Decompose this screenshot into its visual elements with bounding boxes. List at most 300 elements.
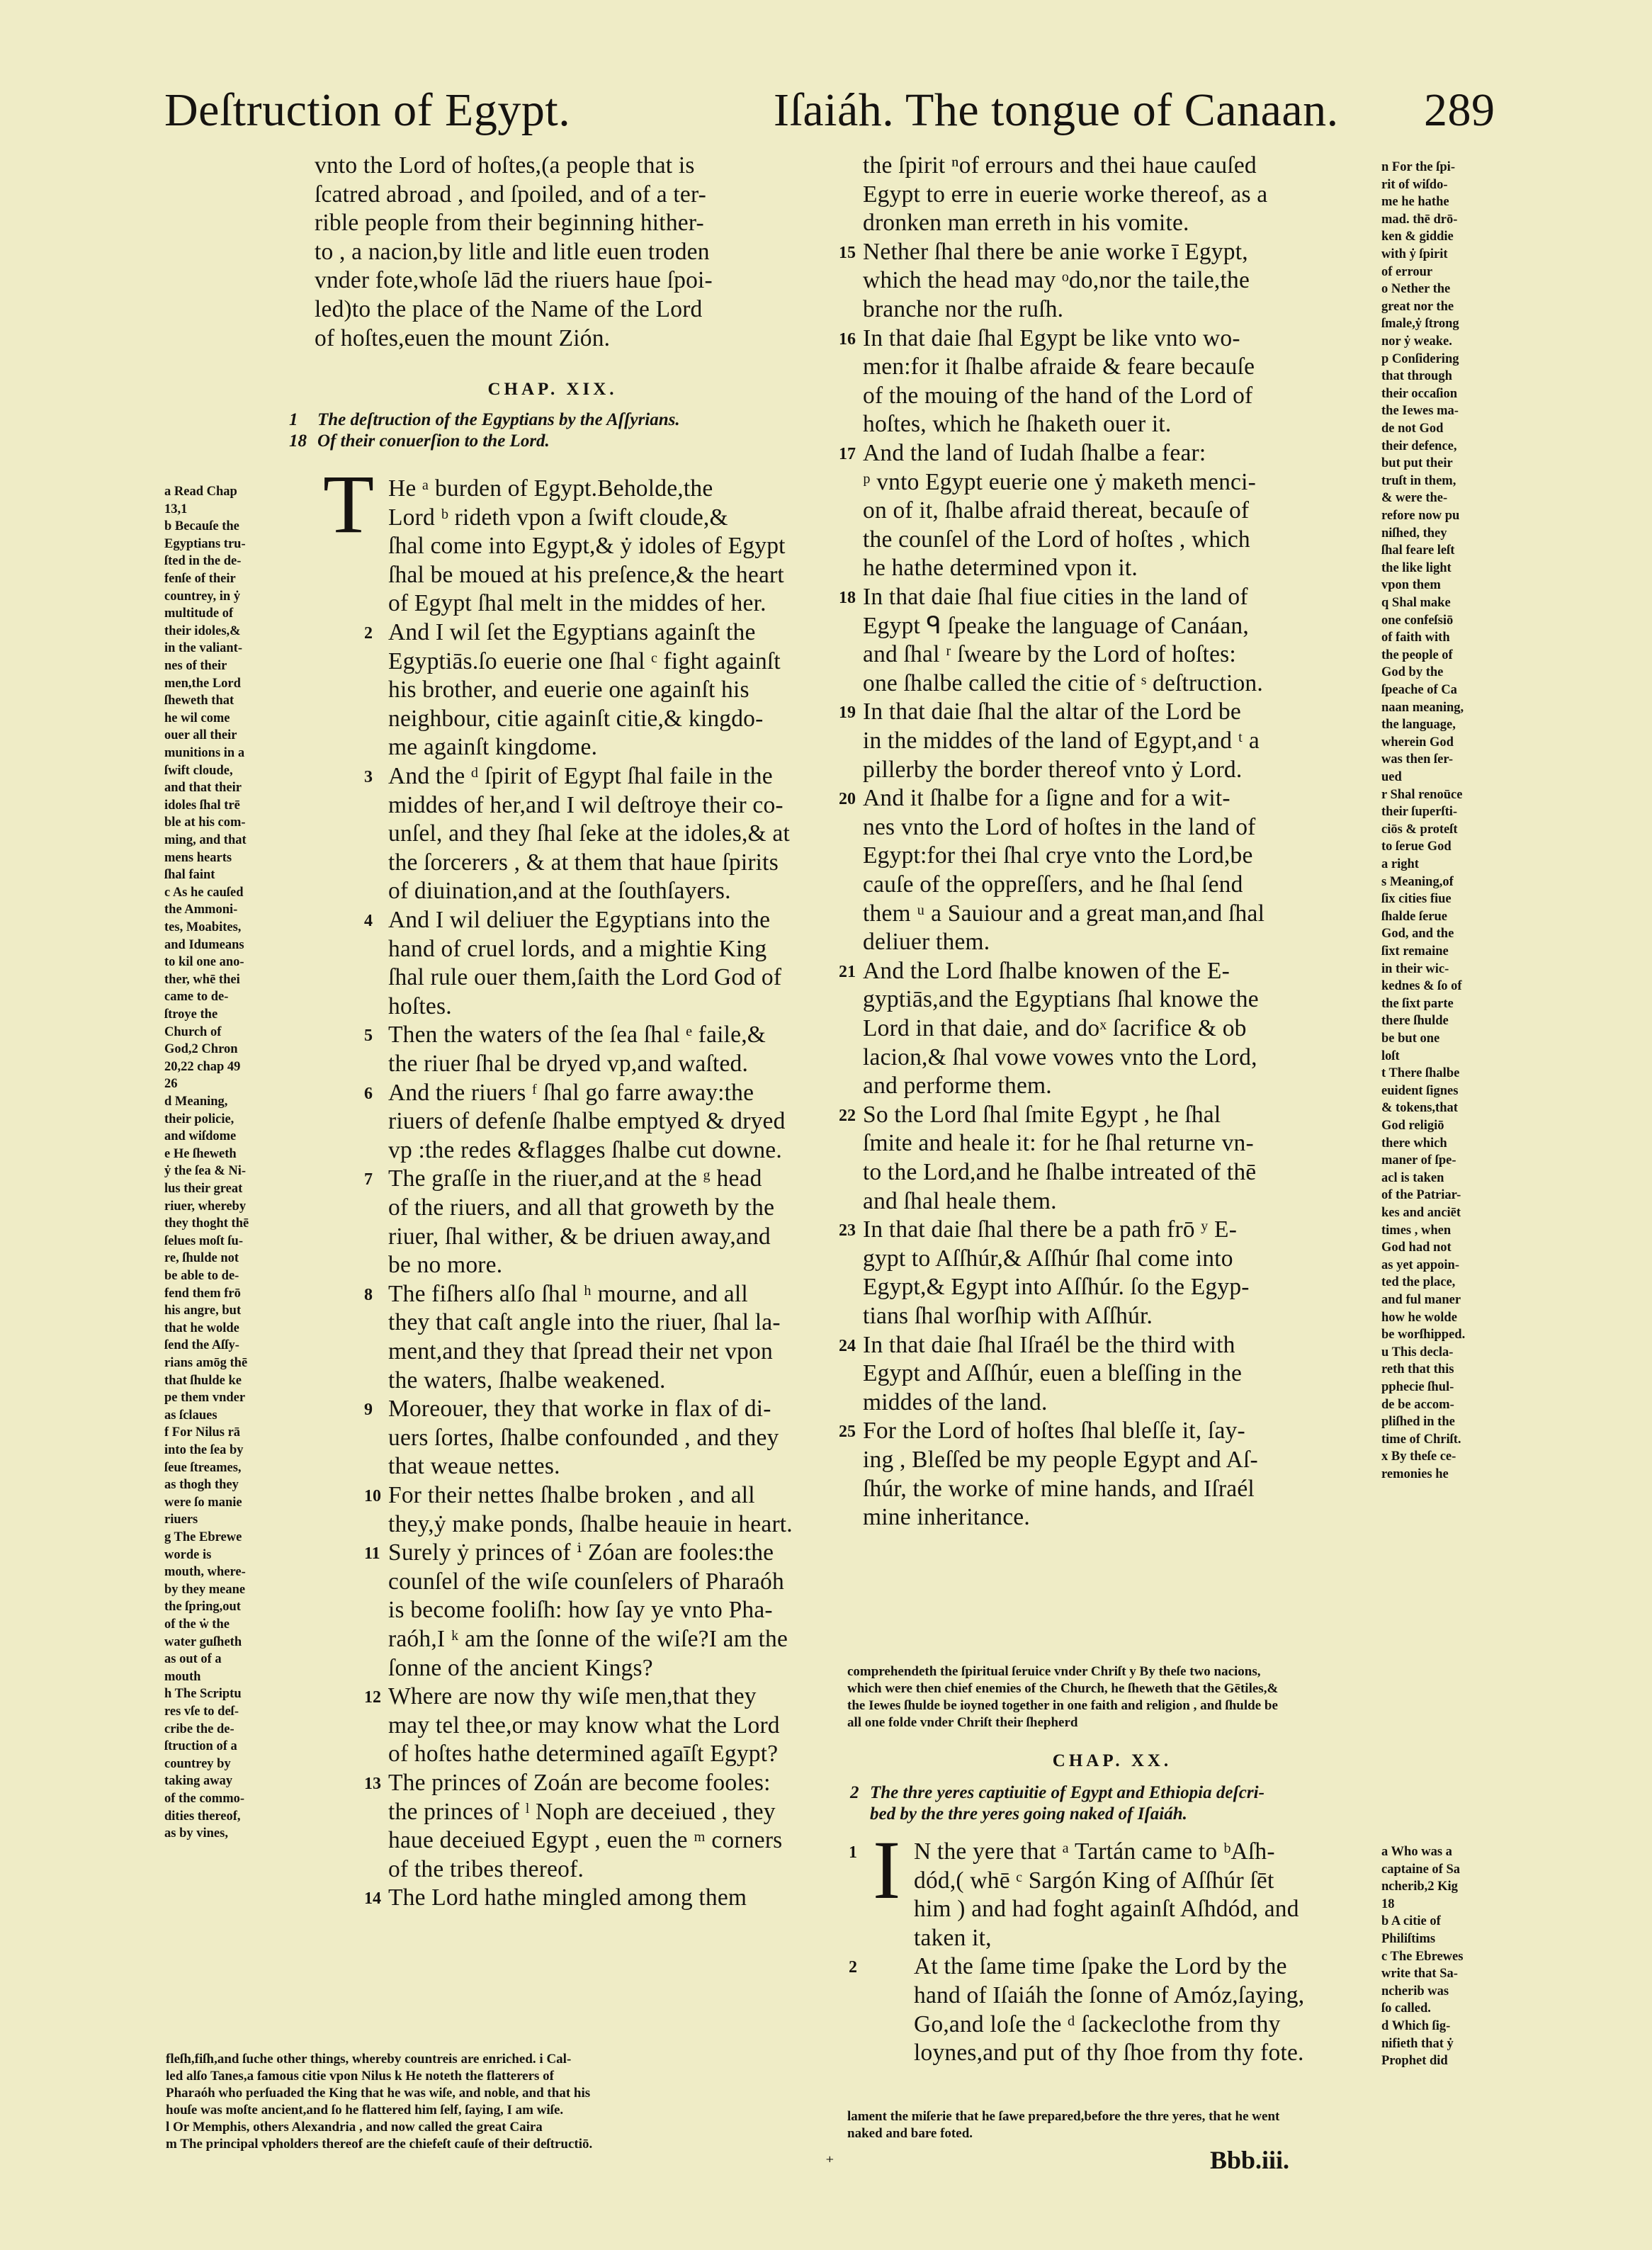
margin-note-line: s Meaning,of (1381, 874, 1454, 889)
margin-note-line: fend them frō (164, 1286, 241, 1301)
verse-line: ſhal come into Egypt,& ẏ idoles of Egypt (388, 533, 786, 560)
verse-number: 11 (364, 1544, 380, 1564)
margin-note-line: by they meane (164, 1582, 246, 1597)
verse-number: 3 (364, 768, 373, 786)
margin-note-line: 18 (1381, 1896, 1395, 1911)
footnote-line: Pharaóh who perſuaded the King that he was wiſe, and noble, and that his (166, 2086, 591, 2101)
margin-note-line: countrey, in ẏ (164, 589, 241, 604)
margin-note-line: the ſpring,out (164, 1600, 241, 1615)
verse-line: to the Lord,and he ſhalbe intreated of thē (863, 1159, 1257, 1185)
margin-note-line: time of Chriſt. (1381, 1432, 1461, 1447)
verse-line: In that daie ſhal fiue cities in the land of (863, 584, 1248, 610)
margin-note-line: pliſhed in the (1381, 1415, 1455, 1430)
margin-note-line: & were the- (1381, 491, 1448, 506)
margin-note-line: multitude of (164, 606, 234, 621)
margin-note-line: and ful maner (1381, 1293, 1461, 1307)
margin-note-line: God, and the (1381, 927, 1454, 942)
verse-number: 21 (839, 962, 856, 981)
margin-note-line: de not God (1381, 422, 1444, 436)
margin-note-line: and Idumeans (164, 937, 244, 952)
margin-note-line: re, ſhulde not (164, 1251, 239, 1266)
verse-line: middes of the land. (863, 1389, 1048, 1415)
verse-line: Go,and loſe the ᵈ ſackeclothe from thy (914, 2011, 1281, 2037)
margin-note-line: the people of (1381, 648, 1453, 662)
margin-note-line: rit of wiſdo- (1381, 177, 1448, 192)
margin-note-line: ble at his com- (164, 815, 246, 830)
margin-note-line: pphecie ſhul- (1381, 1380, 1454, 1394)
verse-line: Then the waters of the ſea ſhal ᵉ faile,& (388, 1022, 766, 1048)
verse-line: Moreouer, they that worke in flax of di- (388, 1396, 771, 1423)
verse-line: middes of her,and I wil deſtroye their co- (388, 791, 783, 818)
verse-line: Egypt ᑫ ſpeake the language of Canáan, (863, 612, 1249, 639)
verse-line: Lord in that daie, and doˣ ſacrifice & ob (863, 1015, 1247, 1041)
text-line: to , a nacion,by litle and litle euen troden (315, 238, 710, 265)
margin-note-line: ſelues moſt ſu- (164, 1233, 243, 1248)
verse-line: the riuer ſhal be dryed vp,and waſted. (388, 1051, 749, 1077)
margin-note-line: nor ẏ weake. (1381, 334, 1452, 349)
margin-note-line: his angre, but (164, 1304, 242, 1318)
margin-note-line: truſt in them, (1381, 473, 1456, 488)
verse-line: them ᵘ a Sauiour and a great man,and ſhal (863, 900, 1265, 927)
margin-note-line: a Read Chap (164, 485, 237, 499)
verse-line: pillerby the border thereof vnto ẏ Lord. (863, 756, 1243, 783)
summary-text: The deſtruction of the Egyptians by the Aſſyrians. (317, 410, 680, 429)
margin-note-line: all one folde vnder Chriſt their ſhepherd (847, 1715, 1078, 1730)
margin-note-line: a Who was a (1381, 1845, 1452, 1859)
verse-line: So the Lord ſhal ſmite Egypt , he ſhal (863, 1101, 1221, 1128)
margin-note-line: of the commo- (164, 1792, 245, 1806)
footnote-line: lament the miſerie that he ſawe prepared,before the thre yeres, that he went (847, 2109, 1280, 2124)
verse-number: 16 (839, 329, 856, 349)
margin-note-line: n For the ſpi- (1381, 160, 1455, 174)
margin-note-line: ſmale,ẏ ſtrong (1381, 317, 1459, 332)
margin-note-line: ouer all their (164, 728, 237, 743)
margin-note-line: tes, Moabites, (164, 920, 242, 934)
verse-line: and performe them. (863, 1073, 1052, 1099)
verse-line: of Egypt ſhal melt in the middes of her. (388, 590, 766, 617)
verse-line: on of it, ſhalbe afraid thereat, becauſe of (863, 497, 1250, 524)
margin-note-line: d Meaning, (164, 1095, 228, 1109)
margin-note-line: t There ſhalbe (1381, 1066, 1460, 1081)
chapter-heading-xx: CHAP. XX. (1052, 1751, 1172, 1770)
verse-line: gypt to Aſſhúr,& Aſſhúr ſhal come into (863, 1245, 1233, 1272)
margin-note-line: in the valiant- (164, 641, 242, 656)
margin-note-line: the language, (1381, 718, 1456, 733)
margin-note-line: d Which ſig- (1381, 2019, 1451, 2033)
verse-line: neighbour, citie againſt citie,& kingdo- (388, 705, 764, 732)
margin-note-line: fenſe of their (164, 572, 236, 586)
margin-note-line: ther, whē thei (164, 972, 240, 987)
verse-number: 9 (364, 1401, 373, 1420)
margin-note-line: Prophet did (1381, 2054, 1448, 2069)
verse-line: he hathe determined vpon it. (863, 555, 1138, 582)
margin-note-line: be but one (1381, 1031, 1440, 1046)
margin-note-line: one confeſsiō (1381, 613, 1454, 628)
margin-note-line: reth that this (1381, 1362, 1454, 1377)
margin-note-line: ſtroye the (164, 1007, 218, 1022)
verse-line: is become fooliſh: how ſay ye vnto Pha- (388, 1597, 773, 1624)
text-line: vnto the Lord of hoſtes,(a people that is (315, 152, 695, 179)
footnote-line: fleſh,fiſh,and ſuche other things, whereby countreis are enriched. i Cal- (166, 2052, 572, 2067)
chapter-heading-xix: CHAP. XIX. (487, 380, 618, 399)
margin-note-line: riuer, whereby (164, 1199, 247, 1214)
verse-number: 24 (839, 1336, 856, 1355)
verse-line: of the mouing of the hand of the Lord of (863, 382, 1253, 409)
verse-number: 13 (364, 1775, 381, 1793)
verse-line: of the riuers, and all that groweth by the (388, 1194, 775, 1221)
margin-note-line: ſted in the de- (164, 554, 242, 569)
verse-line: gyptiās,and the Egyptians ſhal knowe the (863, 986, 1259, 1013)
verse-line: taken it, (914, 1924, 992, 1951)
verse-line: that weaue nettes. (388, 1453, 560, 1480)
margin-note-line: ſo called. (1381, 2001, 1431, 2016)
verse-line: the waters, ſhalbe weakened. (388, 1367, 666, 1393)
margin-note-line: pe them vnder (164, 1391, 246, 1406)
margin-note-line: into the ſea by (164, 1443, 244, 1457)
verse-line: dronken man erreth in his vomite. (863, 210, 1189, 237)
margin-note-line: mad. thē drō- (1381, 212, 1458, 227)
drop-cap-t: T (323, 458, 375, 550)
margin-note-line: ming, and that (164, 833, 247, 847)
margin-note-line: which were then chief enemies of the Church, he ſheweth that the Gētiles,& (847, 1681, 1279, 1696)
margin-note-line: 26 (164, 1077, 178, 1092)
margin-note-line: r Shal renoūce (1381, 787, 1463, 802)
verse-number: 25 (839, 1423, 856, 1442)
footnote-line: m The principal vpholders thereof are the chiefeſt cauſe of their deſtructiō. (166, 2137, 593, 2152)
margin-note-line: c The Ebrewes (1381, 1949, 1464, 1964)
verse-line: For their nettes ſhalbe broken , and all (388, 1482, 755, 1508)
verse-line: they,ẏ make ponds, ſhalbe heauie in heart. (388, 1510, 793, 1537)
verse-line: one ſhalbe called the citie of ˢ deſtruction. (863, 669, 1263, 696)
verse-line: me againſt kingdome. (388, 734, 598, 761)
leaf-mark: ₊ (825, 2148, 835, 2166)
verse-line: and ſhal ʳ ſweare by the Lord of hoſtes: (863, 641, 1236, 668)
margin-note-line: men,the Lord (164, 676, 241, 691)
verse-line: The fiſhers alſo ſhal ʰ mourne, and all (388, 1280, 748, 1307)
running-head-left: Deſtruction of Egypt. (164, 84, 571, 136)
verse-number: 7 (364, 1170, 373, 1189)
margin-note-line: of faith with (1381, 631, 1450, 645)
margin-note-line: as yet appoin- (1381, 1257, 1459, 1272)
margin-note-line: euident ſignes (1381, 1083, 1459, 1098)
verse-line: be no more. (388, 1252, 503, 1279)
verse-number: 22 (839, 1106, 856, 1125)
margin-note-line: Church of (164, 1024, 222, 1039)
margin-note-line: the Iewes ſhulde be ioyned together in one faith and religion , and ſhulde be (847, 1698, 1278, 1713)
verse-line: in the middes of the land of Egypt,and ᵗ a (863, 728, 1260, 754)
margin-note-line: their ſuperſti- (1381, 805, 1458, 820)
verse-line: they that caſt angle into the riuer, ſhal la- (388, 1309, 781, 1336)
verse-line: And the Lord ſhalbe knowen of the E- (863, 957, 1230, 984)
verse-line: Egypt to erre in euerie worke thereof, as a (863, 181, 1268, 208)
verse-number: 2 (364, 624, 373, 643)
margin-note-line: niſhed, they (1381, 526, 1447, 541)
verse-number: 4 (364, 912, 373, 930)
margin-note-line: mouth (164, 1669, 201, 1684)
verse-line: Egyptiās.ſo euerie one ſhal ᶜ fight againſt (388, 648, 781, 674)
verse-line: nes vnto the Lord of hoſtes in the land of (863, 813, 1256, 840)
verse-line: haue deceiued Egypt , euen the ᵐ corners (388, 1827, 783, 1854)
margin-note-line: ncherib,2 Kig (1381, 1879, 1458, 1894)
margin-note-line: was then ſer- (1381, 752, 1454, 767)
margin-note-line: idoles ſhal trē (164, 798, 240, 813)
summary-text: The thre yeres captiuitie of Egypt and Ethiopia deſcri- (870, 1783, 1265, 1802)
text-line: led)to the place of the Name of the Lord (315, 296, 703, 322)
margin-note-line: x By theſe ce- (1381, 1449, 1456, 1464)
margin-note-line: times , when (1381, 1223, 1452, 1238)
verse-line: ment,and they that ſpread their net vpon (388, 1338, 773, 1364)
verse-line: mine inheritance. (863, 1504, 1030, 1531)
verse-number: 2 (849, 1958, 857, 1977)
margin-note-line: ſix cities fiue (1381, 892, 1452, 907)
verse-number: 6 (364, 1084, 373, 1103)
verse-line: ᵖ vnto Egypt euerie one ẏ maketh menci- (863, 468, 1256, 495)
verse-line: him ) and had foght againſt Aſhdód, and (914, 1896, 1299, 1923)
verse-line: lacion,& ſhal vowe vowes vnto the Lord, (863, 1044, 1257, 1070)
verse-number: 19 (839, 703, 856, 723)
verse-line: In that daie ſhal Iſraél be the third with (863, 1331, 1235, 1358)
margin-note-line: there ſhulde (1381, 1014, 1449, 1029)
verse-line: of diuination,and at the ſouthſayers. (388, 878, 731, 905)
verse-number: 1 (849, 1843, 857, 1862)
verse-line: tians ſhal worſhip with Aſſhúr. (863, 1303, 1153, 1329)
margin-note-line: ſend the Aſſy- (164, 1338, 239, 1353)
margin-note-line: ſhalde ſerue (1381, 909, 1448, 924)
verse-line: and ſhal heale them. (863, 1187, 1057, 1214)
verse-line: And it ſhalbe for a ſigne and for a wit- (863, 785, 1230, 812)
margin-note-line: q Shal make (1381, 596, 1451, 610)
verse-line: ſhal be moued at his preſence,& the heart (388, 561, 784, 588)
verse-line: And I wil ſet the Egyptians againſt the (388, 619, 756, 645)
verse-line: And the ᵈ ſpirit of Egypt ſhal faile in the (388, 763, 773, 789)
margin-note-line: be worſhipped. (1381, 1328, 1466, 1342)
margin-note-line: God had not (1381, 1240, 1452, 1255)
margin-note-line: Egyptians tru- (164, 536, 246, 551)
verse-number: 17 (839, 445, 856, 463)
summary-text: Of their conuerſion to the Lord. (317, 431, 550, 451)
margin-note-line: countrey by (164, 1756, 231, 1771)
margin-note-line: ſhal feare leſt (1381, 543, 1455, 558)
verse-line: dód,( whē ᶜ Sargón King of Aſſhúr ſēt (914, 1867, 1274, 1894)
margin-note-line: cribe the de- (164, 1722, 234, 1736)
verse-line: ſhúr, the worke of mine hands, and Iſraél (863, 1475, 1255, 1502)
verse-line: hoſtes, which he ſhaketh ouer it. (863, 411, 1172, 438)
verse-line: raóh,I ᵏ am the ſonne of the wiſe?I am the (388, 1626, 788, 1652)
margin-note-line: they thoght thē (164, 1216, 249, 1231)
margin-note-line: nifieth that ẏ (1381, 2036, 1454, 2051)
verse-line: his brother, and euerie one againſt his (388, 677, 749, 703)
text-line: vnder fote,whoſe lād the riuers haue ſpoi- (315, 267, 713, 294)
margin-note-line: maner of ſpe- (1381, 1153, 1456, 1168)
verse-line: In that daie ſhal the altar of the Lord be (863, 699, 1241, 725)
margin-note-line: kednes & ſo of (1381, 979, 1462, 994)
margin-note-line: of errour (1381, 264, 1433, 279)
margin-note-line: their occaſion (1381, 386, 1458, 401)
margin-note-line: acl is taken (1381, 1170, 1444, 1185)
margin-note-line: as ſclaues (164, 1408, 217, 1423)
margin-note-line: naan meaning, (1381, 700, 1464, 715)
margin-note-line: and wiſdome (164, 1129, 237, 1144)
margin-note-line: their idoles,& (164, 623, 241, 638)
margin-note-line: their policie, (164, 1112, 234, 1126)
margin-note-line: came to de- (164, 990, 229, 1005)
margin-note-line: 13,1 (164, 502, 188, 516)
margin-note-line: ken & giddie (1381, 230, 1454, 244)
folio-number: 289 (1424, 84, 1495, 136)
margin-note-line: write that Sa- (1381, 1967, 1458, 1982)
verse-line: uers ſortes, ſhalbe confounded , and they (388, 1424, 779, 1451)
margin-note-line: he wil come (164, 711, 230, 725)
verse-number: 5 (364, 1027, 373, 1046)
footnote-line: naked and bare foted. (847, 2126, 973, 2141)
verse-line: the princes of ˡ Noph are deceiued , they (388, 1798, 776, 1825)
verse-number: 8 (364, 1285, 373, 1304)
verse-line: And the land of Iudah ſhalbe a fear: (863, 440, 1206, 466)
margin-note-line: taking away (164, 1774, 233, 1789)
verse-number: 20 (839, 790, 856, 809)
margin-note-line: vpon them (1381, 578, 1441, 593)
margin-note-line: the Ammoni- (164, 903, 238, 917)
margin-note-line: g The Ebrewe (164, 1530, 242, 1544)
margin-note-line: how he wolde (1381, 1310, 1457, 1325)
margin-note-line: as by vines, (164, 1826, 228, 1841)
margin-note-line: ted the place, (1381, 1275, 1456, 1290)
margin-note-line: mens hearts (164, 850, 232, 865)
verse-line: ſonne of the ancient Kings? (388, 1654, 653, 1681)
verse-line: the ſorcerers , & at them that haue ſpirits (388, 849, 779, 876)
drop-cap-i: I (873, 1824, 901, 1916)
margin-note-line: the ſixt parte (1381, 996, 1454, 1011)
verse-line: vp :the redes &flagges ſhalbe cut downe. (388, 1136, 782, 1163)
verse-line: The Lord hathe mingled among them (388, 1884, 747, 1911)
margin-note-line: nes of their (164, 659, 227, 673)
summary-verse-number: 1 (289, 410, 298, 429)
margin-note-line: refore now pu (1381, 509, 1460, 523)
margin-note-line: e He ſheweth (164, 1146, 237, 1161)
margin-note-line: of the Patriar- (1381, 1188, 1461, 1203)
margin-note-line: ued (1381, 770, 1402, 784)
margin-note-line: b A citie of (1381, 1914, 1441, 1929)
margin-note-line: as thogh they (164, 1478, 239, 1493)
margin-note-line: ſtruction of a (164, 1739, 237, 1754)
margin-note-line: wherein God (1381, 735, 1454, 750)
verse-line: The princes of Zoán are become fooles: (388, 1770, 771, 1796)
margin-note-line: ſixt remaine (1381, 944, 1449, 959)
verse-number: 15 (839, 243, 856, 262)
margin-note-line: & tokens,that (1381, 1101, 1458, 1116)
verse-line: cauſe of the oppreſſers, and he ſhal ſend (863, 871, 1243, 898)
margin-note-line: ſwift cloude, (164, 763, 233, 778)
margin-note-line: captaine of Sa (1381, 1862, 1460, 1877)
margin-note-line: the Iewes ma- (1381, 404, 1459, 419)
verse-line: The graſſe in the riuer,and at the ᵍ head (388, 1165, 762, 1192)
verse-line: ſhal rule ouer them,ſaith the Lord God of (388, 964, 782, 991)
summary-text: bed by the thre yeres going naked of Iſaiáh. (870, 1804, 1187, 1824)
margin-note-line: p Conſidering (1381, 351, 1459, 366)
verse-line: Egypt:for thei ſhal crye vnto the Lord,be (863, 842, 1253, 869)
margin-note-line: of the ẇ the (164, 1617, 230, 1632)
verse-line: In that daie ſhal there be a path frō ʸ E- (863, 1216, 1238, 1243)
margin-note-line: mouth, where- (164, 1565, 246, 1580)
margin-note-line: Philiſtims (1381, 1932, 1436, 1946)
verse-line: which the head may ᵒdo,nor the taile,the (863, 267, 1250, 294)
verse-line: Egypt,& Egypt into Aſſhúr. ſo the Egyp- (863, 1274, 1250, 1301)
margin-note-line: ncherib was (1381, 1984, 1449, 1999)
margin-note-line: ſeue ſtreames, (164, 1460, 242, 1475)
verse-line: riuers of defenſe ſhalbe emptyed & dryed (388, 1108, 786, 1135)
verse-line: hand of Iſaiáh the ſonne of Amóz,ſaying, (914, 1982, 1305, 2008)
running-head-right: Iſaiáh. The tongue of Canaan. (774, 84, 1339, 136)
margin-note-line: that ſhulde ke (164, 1373, 242, 1388)
footnote-line: houſe was moſte ancient,and ſo he flattered him ſelf, ſaying, I am wiſe. (166, 2103, 564, 2118)
margin-note-line: a right (1381, 857, 1419, 871)
margin-note-line: ciōs & proteſt (1381, 822, 1458, 837)
verse-line: men:for it ſhalbe afraide & feare becauſe (863, 354, 1255, 380)
summary-verse-number: 18 (289, 431, 307, 451)
footnote-line: led alſo Tanes,a famous citie vpon Nilus k He noteth the flatterers of (166, 2069, 555, 2084)
margin-note-line: be able to de- (164, 1269, 239, 1283)
margin-note-line: in their wic- (1381, 961, 1449, 976)
margin-note-line: ſheweth that (164, 694, 234, 708)
verse-line: He ᵃ burden of Egypt.Beholde,the (388, 475, 713, 502)
verse-line: the counſel of the Lord of hoſtes , which (863, 526, 1250, 553)
text-line: of hoſtes,euen the mount Zión. (315, 324, 611, 351)
margin-note-line: to ſerue God (1381, 839, 1452, 854)
verse-number: 18 (839, 589, 856, 607)
verse-line: riuer, ſhal wither, & be driuen away,and (388, 1223, 771, 1250)
verse-line: N the yere that ᵃ Tartán came to ᵇAſh- (914, 1838, 1275, 1865)
verse-line: Where are now thy wiſe men,that they (388, 1683, 757, 1710)
verse-line: deliuer them. (863, 929, 990, 956)
margin-note-line: remonies he (1381, 1467, 1449, 1481)
signature-mark: Bbb.iii. (1210, 2146, 1290, 2174)
margin-note-line: dities thereof, (164, 1809, 241, 1824)
text-line: ſcatred abroad , and ſpoiled, and of a ter- (315, 181, 706, 208)
margin-note-line: ſpeache of Ca (1381, 683, 1457, 697)
margin-note-line: lus their great (164, 1182, 243, 1196)
verse-line: For the Lord of hoſtes ſhal bleſſe it, ſay- (863, 1418, 1245, 1445)
margin-note-line: riuers (164, 1513, 198, 1527)
margin-note-line: God religiō (1381, 1119, 1444, 1133)
verse-line: ing , Bleſſed be my people Egypt and Aſ- (863, 1447, 1258, 1473)
verse-number: 10 (364, 1487, 381, 1505)
margin-note-line: God,2 Chron (164, 1042, 238, 1057)
verse-line: hand of cruel lords, and a mightie King (388, 935, 767, 962)
margin-note-line: me he hathe (1381, 195, 1449, 210)
verse-line: Lord ᵇ rideth vpon a ſwift cloude,& (388, 504, 728, 531)
margin-note-line: that he wolde (164, 1321, 239, 1335)
margin-note-line: that through (1381, 369, 1452, 384)
margin-note-line: water guſheth (164, 1634, 242, 1649)
margin-note-line: res vſe to deſ- (164, 1705, 239, 1719)
margin-note-line: h The Scriptu (164, 1687, 242, 1702)
verse-line: ſmite and heale it: for he ſhal returne vn- (863, 1130, 1254, 1157)
margin-note-line: but put their (1381, 456, 1453, 471)
verse-number: 12 (364, 1688, 381, 1707)
margin-note-line: worde is (164, 1547, 212, 1562)
margin-note-line: comprehendeth the ſpiritual ſeruice vnder Chriſt y By theſe two nacions, (847, 1664, 1261, 1679)
margin-note-line: rians amōg thē (164, 1356, 248, 1370)
footnote-line: l Or Memphis, others Alexandria , and now called the great Caira (166, 2120, 543, 2135)
margin-note-line: o Nether the (1381, 282, 1451, 297)
verse-line: In that daie ſhal Egypt be like vnto wo- (863, 324, 1240, 351)
verse-line: Nether ſhal there be anie worke ī Egypt, (863, 238, 1248, 265)
margin-note-line: b Becauſe the (164, 519, 239, 534)
margin-note-line: as out of a (164, 1652, 222, 1667)
margin-note-line: kes and anciēt (1381, 1206, 1461, 1220)
summary-verse-number: 2 (850, 1783, 859, 1802)
margin-note-line: with ẏ ſpirit (1381, 247, 1448, 261)
